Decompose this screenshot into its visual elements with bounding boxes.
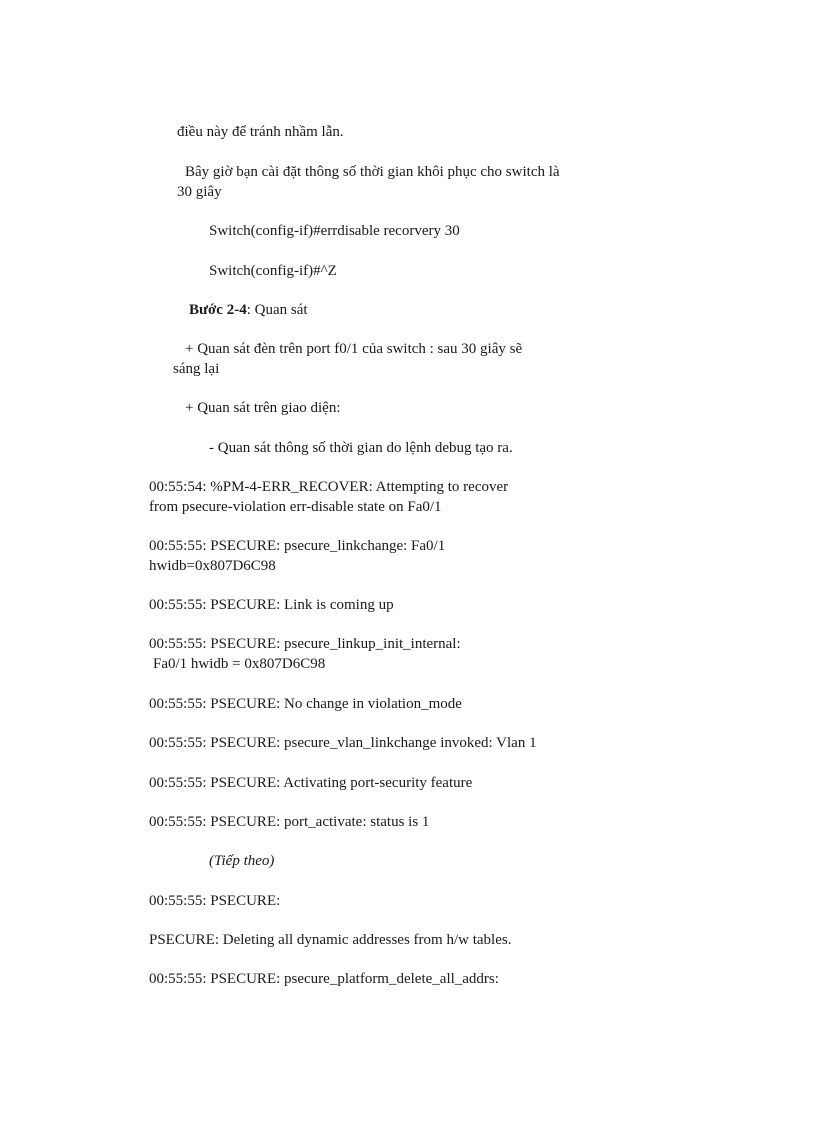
paragraph-text: Bây giờ bạn cài đặt thông số thời gian khôi phục cho switch là: [185, 164, 560, 180]
log-line: 00:55:55: PSECURE: Activating port-security feature: [149, 775, 473, 791]
log-line: 00:55:54: %PM-4-ERR_RECOVER: Attempting to recover: [149, 479, 509, 495]
paragraph-text: sáng lại: [173, 361, 220, 377]
paragraph-text: + Quan sát đèn trên port f0/1 của switch : sau 30 giây sẽ: [185, 341, 523, 357]
log-line: PSECURE: Deleting all dynamic addresses from h/w tables.: [149, 932, 512, 948]
paragraph-text: 30 giây: [177, 184, 222, 200]
step-text: : Quan sát: [246, 302, 308, 318]
command-line: Switch(config-if)#^Z: [209, 263, 337, 279]
log-line: from psecure-violation err-disable state on Fa0/1: [149, 499, 442, 515]
log-line: 00:55:55: PSECURE: psecure_platform_delete_all_addrs:: [149, 971, 499, 987]
log-line: hwidb=0x807D6C98: [149, 558, 276, 574]
log-line: 00:55:55: PSECURE: No change in violation_mode: [149, 696, 462, 712]
log-line: 00:55:55: PSECURE: psecure_linkup_init_internal:: [149, 636, 461, 652]
log-line: 00:55:55: PSECURE:: [149, 893, 281, 909]
continued-note: (Tiếp theo): [209, 853, 275, 869]
log-line: Fa0/1 hwidb = 0x807D6C98: [153, 656, 326, 672]
paragraph-text: điều này để tránh nhầm lẫn.: [177, 124, 344, 140]
paragraph-text: - Quan sát thông số thời gian do lệnh debug tạo ra.: [209, 440, 513, 456]
step-heading: [189, 300, 308, 320]
paragraph-text: + Quan sát trên giao diện:: [185, 400, 341, 416]
log-line: 00:55:55: PSECURE: psecure_vlan_linkchange invoked: Vlan 1: [149, 735, 537, 751]
log-line: 00:55:55: PSECURE: port_activate: status is 1: [149, 814, 430, 830]
step-label: Bước 2-4: [189, 302, 247, 318]
log-line: 00:55:55: PSECURE: Link is coming up: [149, 597, 394, 613]
command-line: Switch(config-if)#errdisable recorvery 30: [209, 223, 460, 239]
log-line: 00:55:55: PSECURE: psecure_linkchange: Fa0/1: [149, 538, 446, 554]
